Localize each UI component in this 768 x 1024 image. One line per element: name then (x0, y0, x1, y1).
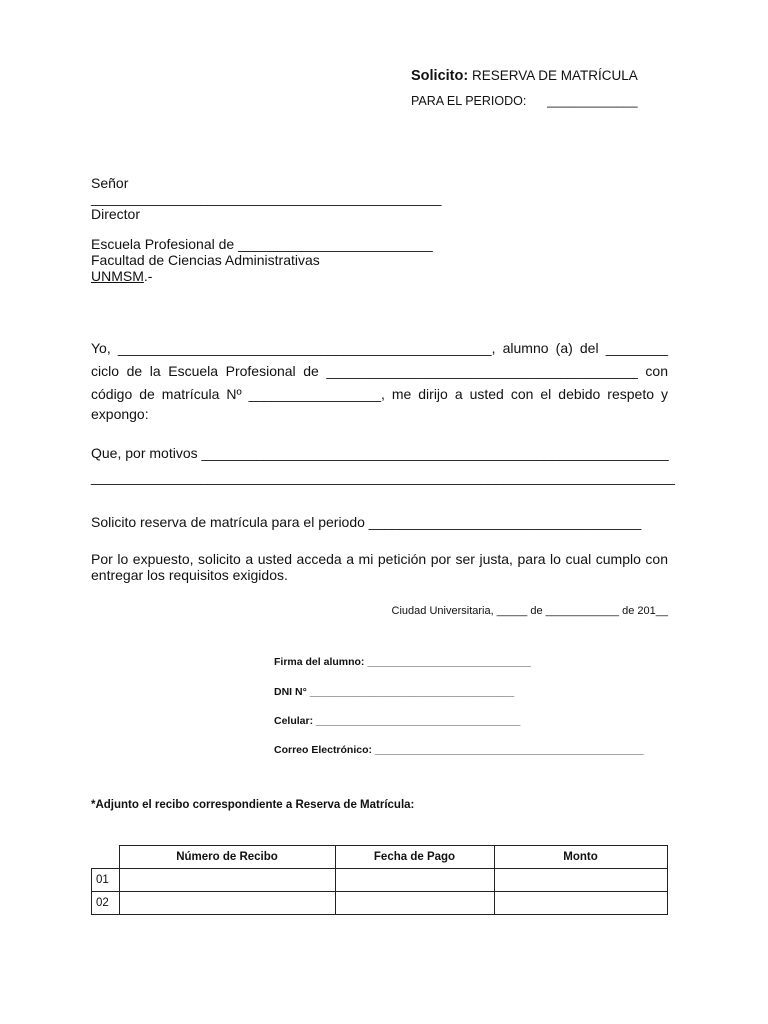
facultad-text: Facultad de Ciencias Administrativas (91, 252, 320, 268)
motivos-line-2: ___________________________________________________________________________ (91, 469, 675, 485)
body-line-4: expongo: (91, 406, 149, 422)
periodo-label: PARA EL PERIODO: (411, 94, 527, 108)
monto-cell (494, 869, 667, 892)
solicito-line (411, 68, 638, 84)
body-line-3: código de matrícula Nº _________________, me dirijo a usted con el debido respeto y (91, 386, 668, 402)
director-text: Director (91, 206, 141, 222)
senor-text: Señor (91, 175, 129, 191)
correo-field: Correo Electrónico: ______________________________________________ (274, 744, 644, 756)
celular-field: Celular: ___________________________________ (274, 715, 521, 727)
unmsm-text: UNMSM (91, 268, 144, 284)
header-fecha-pago: Fecha de Pago (335, 846, 494, 869)
dni-field: DNI N° ___________________________________ (274, 686, 515, 698)
motivos-line-1: Que, por motivos ____________________________________________________________ (91, 445, 669, 461)
firma-alumno-field: Firma del alumno: ____________________________ (274, 656, 531, 668)
unmsm-suffix: .- (143, 268, 153, 284)
fecha-pago-cell (335, 892, 494, 915)
periodo-line (411, 94, 638, 108)
header-numero-recibo: Número de Recibo (119, 846, 335, 869)
table-row (92, 869, 668, 892)
solicito-label: Solicito: (411, 68, 469, 84)
monto-cell (494, 892, 667, 915)
corner-cell (92, 846, 120, 869)
unmsm-line (91, 268, 152, 284)
numero-recibo-cell (119, 869, 335, 892)
peticion-paragraph: Por lo expuesto, solicito a usted acceda a mi petición por ser justa, para lo cual cumplo con entregar los requisitos exigidos. (91, 551, 668, 583)
header-monto: Monto (494, 846, 667, 869)
recibos-table (91, 845, 668, 915)
adjunto-text: *Adjunto el recibo correspondiente a Reserva de Matrícula: (91, 799, 415, 811)
periodo-blank: _____________ (547, 94, 638, 108)
director-name-blank: _____________________________________________ (91, 190, 442, 206)
row-number: 01 (92, 869, 120, 892)
reserva-line: Solicito reserva de matrícula para el periodo ___________________________________ (91, 514, 642, 530)
table-header-row (92, 846, 668, 869)
body-line-1: Yo, ________________________________________________, alumno (a) del ________ (91, 340, 668, 356)
row-number: 02 (92, 892, 120, 915)
body-line-2: ciclo de la Escuela Profesional de ________________________________________ con (91, 363, 668, 379)
fecha-line: Ciudad Universitaria, _____ de ____________ de 201__ (391, 605, 668, 617)
table-row (92, 892, 668, 915)
escuela-text: Escuela Profesional de _________________________ (91, 236, 433, 252)
fecha-pago-cell (335, 869, 494, 892)
numero-recibo-cell (119, 892, 335, 915)
solicito-value: RESERVA DE MATRÍCULA (471, 68, 638, 83)
